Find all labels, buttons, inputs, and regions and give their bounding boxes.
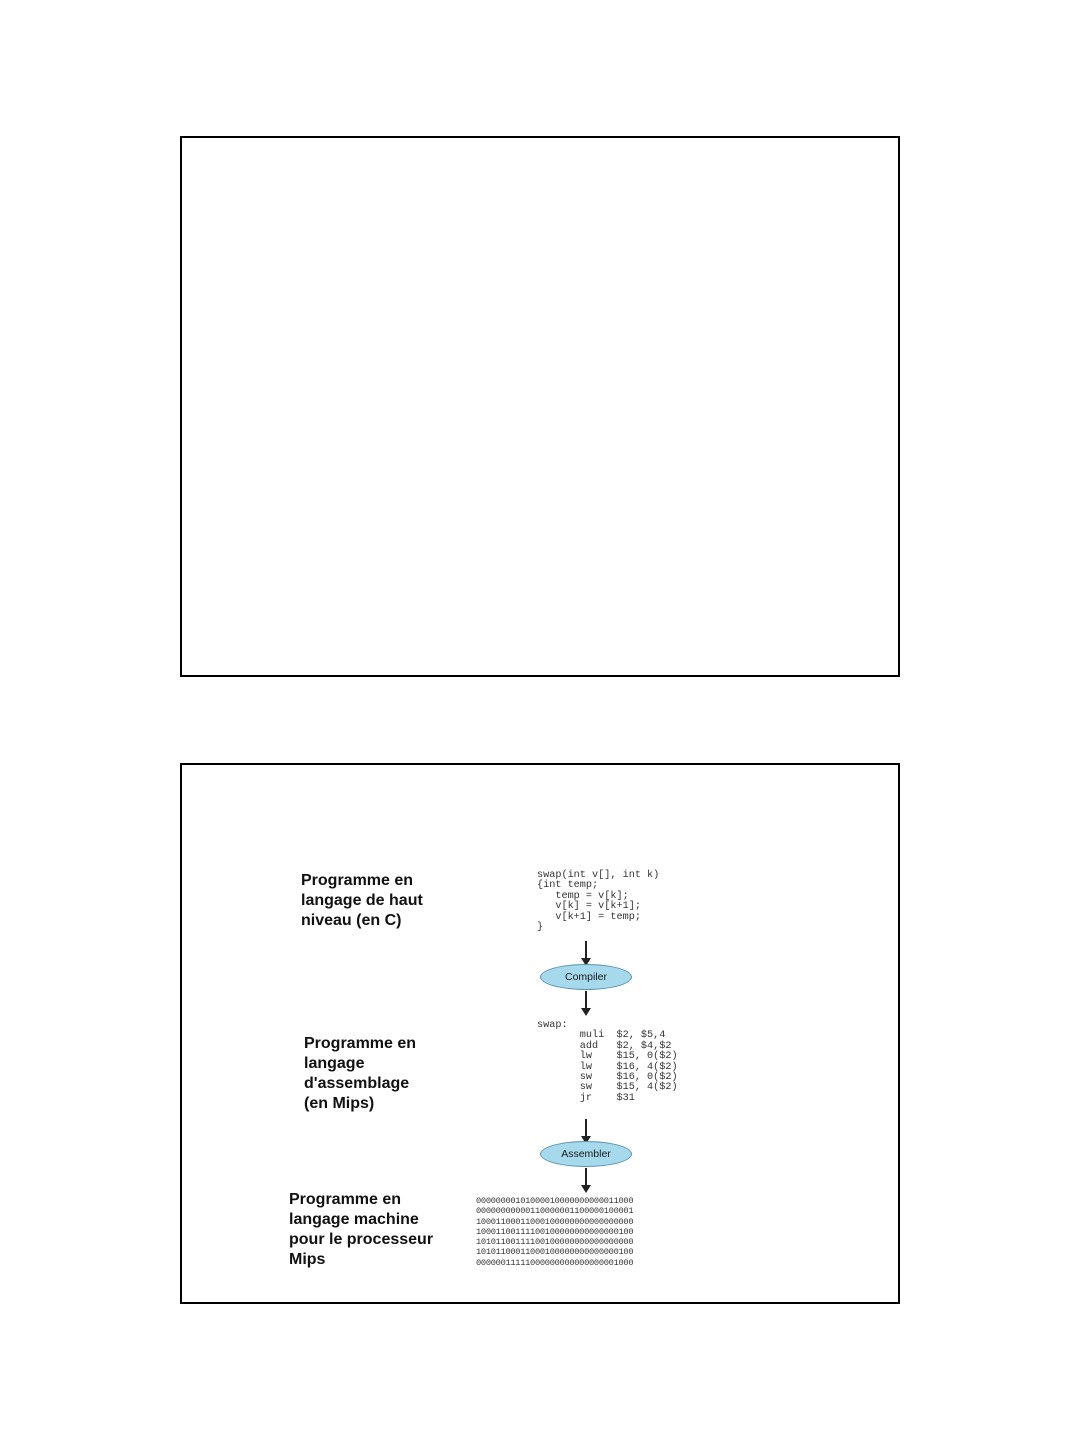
slide-1-blank (180, 136, 900, 677)
label-machine-program: Programme en langage machine pour le processeur Mips (289, 1191, 434, 1268)
c-source-code: swap(int v[], int k) {int temp; temp = v[k]; v[k] = v[k+1]; v[k+1] = temp; } (537, 870, 660, 934)
label-assembly-program: Programme en langage d'assemblage (en Mips) (304, 1035, 417, 1112)
slide-2-compilation-chain (180, 763, 900, 1304)
assembler-node: Assembler (540, 1141, 632, 1167)
label-high-level-program: Programme en langage de haut niveau (en C) (301, 872, 423, 929)
arrow-down-icon (585, 991, 587, 1009)
mips-assembly-code: swap: muli $2, $5,4 add $2, $4,$2 lw $15, 0($2) lw $16, 4($2) sw $16, 0($2) sw $15, 4($2) jr $31 (537, 1020, 678, 1104)
compiler-node: Compiler (540, 964, 632, 990)
arrow-down-icon (585, 941, 587, 959)
machine-code-binary: 00000000101000010000000000011000 00000000000110000001100000100001 10001100011000100000000000000000 10001100111100100000000000000100 10101100111100100000000000000000 10101100011000100000000000000100 00000011111000000000000000001000 (476, 1196, 634, 1268)
arrow-down-icon (585, 1168, 587, 1186)
arrow-down-icon (585, 1119, 587, 1137)
